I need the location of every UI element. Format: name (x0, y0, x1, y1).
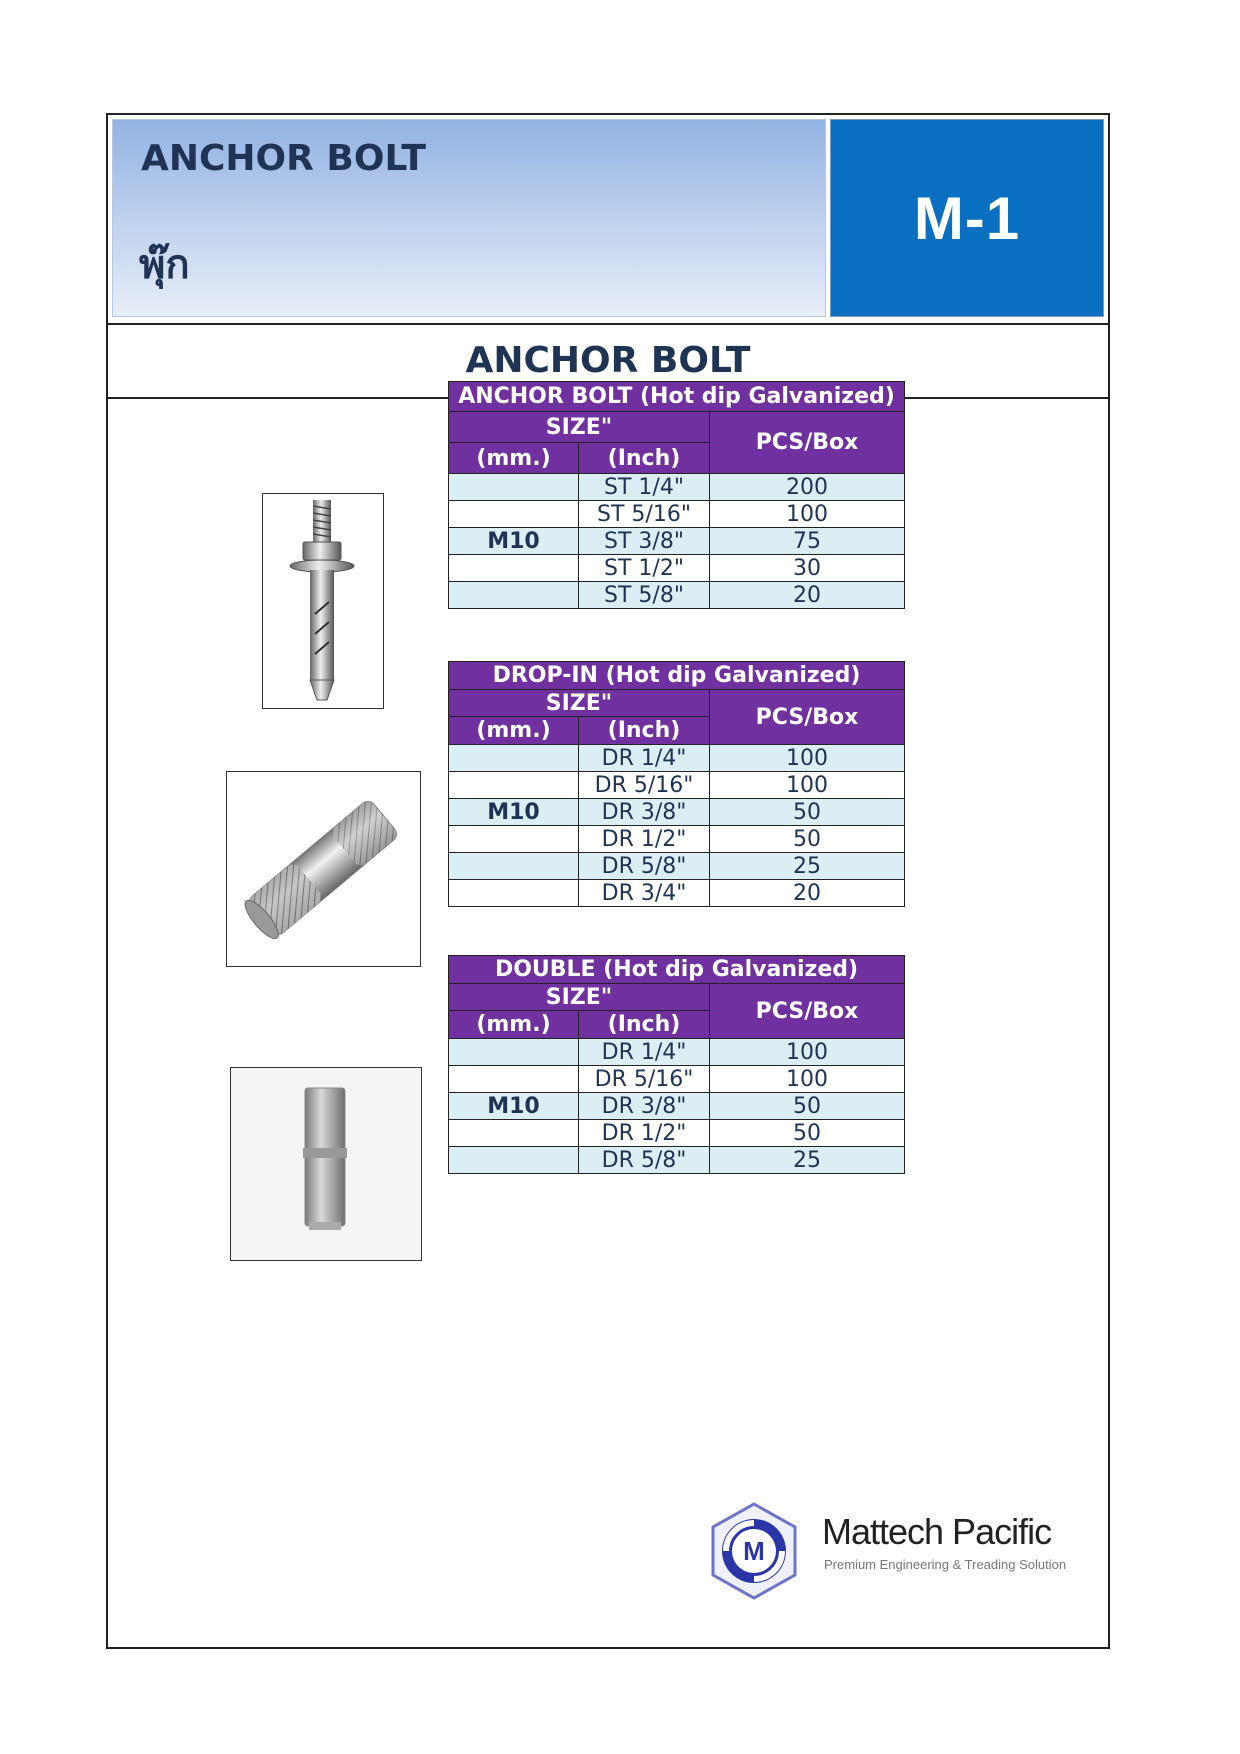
drop-in-anchor-image (227, 772, 419, 965)
inch-cell: ST 5/16" (579, 501, 710, 528)
mattech-logo-icon (704, 1501, 804, 1601)
header-code-panel (830, 119, 1104, 317)
pcs-box-header: PCS/Box (710, 412, 905, 474)
pcs-cell: 50 (710, 1093, 905, 1120)
brand-name: Mattech Pacific (822, 1511, 1052, 1552)
inch-cell: DR 1/2" (579, 826, 710, 853)
double-anchor-image (231, 1068, 420, 1259)
mm-header: (mm.) (449, 1011, 579, 1039)
double-anchor-photo (230, 1067, 422, 1261)
inch-cell: DR 5/16" (579, 1066, 710, 1093)
header-thai-title: พุ๊ก (139, 242, 190, 288)
drop-in-table (448, 661, 905, 907)
mm-cell (449, 1120, 579, 1147)
inch-cell: ST 5/8" (579, 582, 710, 609)
inch-cell: ST 1/4" (579, 474, 710, 501)
brand-tagline: Premium Engineering & Treading Solution (824, 1557, 1067, 1572)
mm-cell (449, 555, 579, 582)
pcs-cell: 100 (710, 501, 905, 528)
pcs-cell: 50 (710, 799, 905, 826)
mm-cell (449, 853, 579, 880)
logo-letter: M (743, 1536, 765, 1566)
inch-cell: DR 1/2" (579, 1120, 710, 1147)
pcs-cell: 25 (710, 1147, 905, 1174)
pcs-cell: 200 (710, 474, 905, 501)
pcs-cell: 20 (710, 880, 905, 907)
pcs-cell: 50 (710, 826, 905, 853)
mm-header: (mm.) (449, 717, 579, 745)
inch-cell: ST 1/2" (579, 555, 710, 582)
drop-in-photo (226, 771, 421, 967)
mm-cell (449, 745, 579, 772)
mm-cell (449, 582, 579, 609)
pcs-cell: 100 (710, 745, 905, 772)
inch-header: (Inch) (579, 1011, 710, 1039)
mm-cell (449, 1147, 579, 1174)
mm-cell (449, 474, 579, 501)
anchor-bolt-table (448, 381, 905, 609)
header-title-panel (112, 119, 826, 317)
product-code: M-1 (913, 184, 1021, 252)
pcs-cell: 100 (710, 1066, 905, 1093)
anchor-bolt-photo (262, 493, 384, 709)
section-title: ANCHOR BOLT (108, 323, 1108, 399)
pcs-cell: 20 (710, 582, 905, 609)
mm-header: (mm.) (449, 443, 579, 474)
inch-cell: DR 3/8" (579, 1093, 710, 1120)
inch-header: (Inch) (579, 717, 710, 745)
pcs-cell: 100 (710, 1039, 905, 1066)
header-title: ANCHOR BOLT (141, 138, 426, 179)
catalog-page-frame (106, 113, 1110, 1649)
mm-cell (449, 880, 579, 907)
pcs-cell: 25 (710, 853, 905, 880)
size-header: SIZE" (449, 690, 710, 717)
mm-value: M10 (449, 528, 579, 555)
inch-cell: ST 3/8" (579, 528, 710, 555)
page-header (108, 115, 1108, 325)
inch-cell: DR 1/4" (579, 745, 710, 772)
mm-cell (449, 1066, 579, 1093)
mm-value: M10 (449, 799, 579, 826)
inch-cell: DR 3/8" (579, 799, 710, 826)
anchor-bolt-image (263, 494, 382, 707)
inch-cell: DR 3/4" (579, 880, 710, 907)
inch-cell: DR 1/4" (579, 1039, 710, 1066)
pcs-box-header: PCS/Box (710, 690, 905, 745)
pcs-cell: 75 (710, 528, 905, 555)
pcs-cell: 50 (710, 1120, 905, 1147)
table-title: DROP-IN (Hot dip Galvanized) (449, 662, 905, 690)
pcs-cell: 30 (710, 555, 905, 582)
mm-value: M10 (449, 1093, 579, 1120)
mm-cell (449, 826, 579, 853)
inch-cell: DR 5/8" (579, 1147, 710, 1174)
double-anchor-table (448, 955, 905, 1174)
inch-cell: DR 5/16" (579, 772, 710, 799)
inch-cell: DR 5/8" (579, 853, 710, 880)
mm-cell (449, 501, 579, 528)
size-header: SIZE" (449, 984, 710, 1011)
pcs-box-header: PCS/Box (710, 984, 905, 1039)
pcs-cell: 100 (710, 772, 905, 799)
table-title: ANCHOR BOLT (Hot dip Galvanized) (449, 382, 905, 412)
size-header: SIZE" (449, 412, 710, 443)
inch-header: (Inch) (579, 443, 710, 474)
mm-cell (449, 772, 579, 799)
mm-cell (449, 1039, 579, 1066)
table-title: DOUBLE (Hot dip Galvanized) (449, 956, 905, 984)
